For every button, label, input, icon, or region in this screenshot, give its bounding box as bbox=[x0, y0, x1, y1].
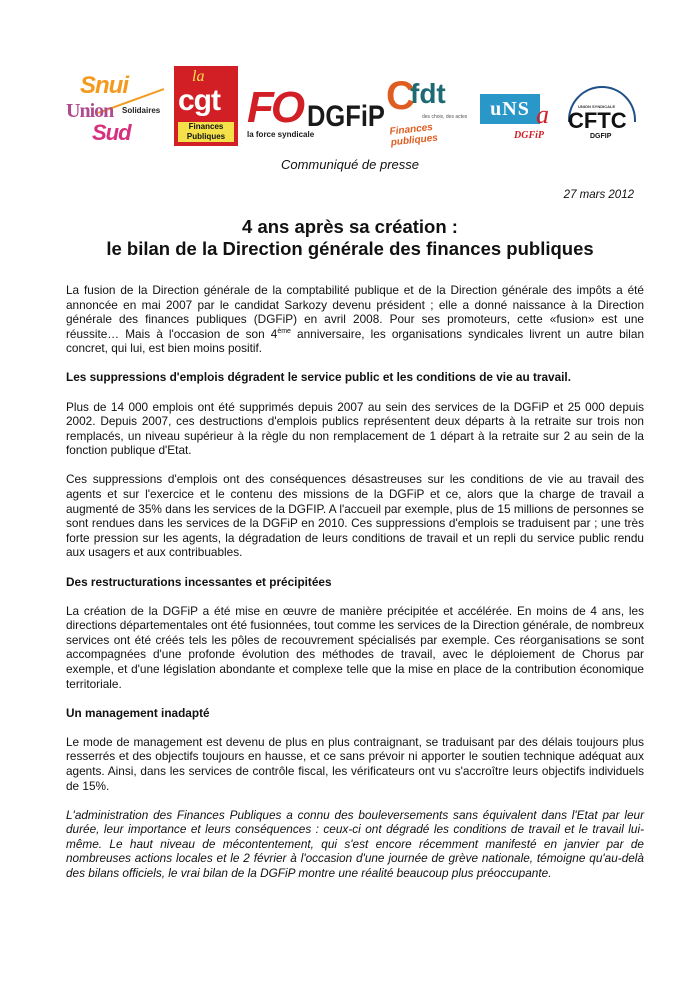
logo-text: CFTC bbox=[568, 108, 627, 133]
logo-text: C bbox=[386, 74, 415, 118]
document-body bbox=[66, 283, 644, 895]
paragraph: Plus de 14 000 emplois ont été supprimés depuis 2007 au sein des services de la DGFiP et 25 000 depuis 2002. Depuis 2007, ces destructions d'emplois publics représentent deux départs à la retraite sur trois non remplacés, un niveau supérieur à la règle du non remplacement de 1 départ à la retraite sur 2 au sein de la fonction publique d'Etat. bbox=[66, 399, 644, 458]
intro-text: La fusion de la Direction générale de la comptabilité publique et de la Direction générale des impôts a été annoncée en mai 2007 par le candidat Sarkozy devenu président ; elle a donné naissance à la Direction générale des finances publiques (DGFiP) en avril 2008. Pour ses promoteurs, cette «fusion» est une réussite… Mais à l'occasion de son 4 bbox=[66, 283, 644, 341]
title-line-1: 4 ans après sa création : bbox=[242, 216, 458, 237]
union-logos-row bbox=[64, 64, 644, 148]
logo-text: Publiques bbox=[186, 132, 226, 141]
intro-text: anniversaire, les organisations syndicales livrent un autre bilan concret, qui lui, est bien moins positif. bbox=[66, 326, 645, 356]
logo-text: Sud bbox=[92, 120, 131, 145]
snui-union-sud-logo bbox=[66, 70, 166, 148]
title-line-2: le bilan de la Direction générale des finances publiques bbox=[106, 238, 594, 259]
logo-text: DGFiP bbox=[307, 100, 385, 133]
section-heading: Des restructurations incessantes et précipitées bbox=[66, 574, 332, 589]
logo-text: cgt bbox=[178, 84, 220, 117]
logo-text: uNS bbox=[480, 94, 540, 124]
logo-text: FO bbox=[247, 83, 303, 132]
logo-text: Finances publiques bbox=[389, 122, 439, 149]
logo-text: fdt bbox=[410, 78, 446, 109]
intro-paragraph bbox=[66, 283, 644, 356]
paragraph: Ces suppressions d'emplois ont des conséquences désastreuses sur les conditions de vie au travail des agents et sur l'exercice et le contenu des missions de la DGFiP et ce, alors que la charge de travail a augmenté de 35% dans les services de la DGFIP. A l'accueil par exemple, plus de 15 millions de personnes se sont rendues dans les services de la DGFiP en 2010. Ces suppressions d'emplois se traduisent par ; une très forte pression sur les agents, la dégradation de leurs conditions de travail et un repli du service public rendu aux usagers et aux contribuables. bbox=[66, 472, 644, 560]
fo-dgfip-logo bbox=[247, 83, 385, 146]
paragraph: La création de la DGFiP a été mise en œuvre de manière précipitée et accélérée. En moins de 4 ans, les directions départementales ont été fusionnées, tout comme les services de la Direction générale, de nombreux services ont été créés tels les pôles de recouvrement spécialisés par exemple. Ces réorganisations se sont accompagnées d'une profonde évolution des méthodes de travail, avec le déploiement de Chorus par exemple, et d'une législation abondante et complexe telle que la mise en place de la contribution économique territoriale. bbox=[66, 603, 644, 691]
logo-text: DGFiP bbox=[514, 130, 544, 141]
paragraph: Le mode de management est devenu de plus en plus contraignant, se traduisant par des délais toujours plus resserrés et des objectifs toujours en hausse, et ce sans prévoir ni apporter le soutien technique adéquat aux agents. Ainsi, dans les services de contrôle fiscal, les vérificateurs ont vu s'accroître leurs objectifs individuels de 15%. bbox=[66, 734, 644, 793]
ordinal-superscript: ème bbox=[277, 327, 291, 335]
cftc-logo bbox=[564, 80, 644, 146]
logo-text: la force syndicale bbox=[247, 130, 315, 139]
logo-text: a bbox=[536, 100, 549, 129]
section-heading: Un management inadapté bbox=[66, 705, 210, 720]
logo-text: Union bbox=[66, 100, 114, 122]
conclusion-paragraph: L'administration des Finances Publiques a connu des bouleversements sans équivalent dans l'Etat par leur durée, leur importance et leurs conséquences : ceux-ci ont dégradé les conditions de travail et le travail lui-même. Le haut niveau de mécontentement, qui s'est encore récemment manifesté en janvier par de nombreuses actions locales et le 2 février à l'occasion d'une journée de grève nationale, témoigne qu'au-delà des bilans officiels, le vrai bilan de la DGFiP montre une réalité beaucoup plus préoccupante. bbox=[66, 807, 644, 880]
logo-text: Snui bbox=[80, 72, 128, 99]
document-type-label: Communiqué de presse bbox=[280, 157, 420, 172]
document-date: 27 mars 2012 bbox=[563, 189, 634, 201]
logo-text: UNION SYNDICALE bbox=[578, 104, 616, 109]
cgt-logo bbox=[174, 66, 238, 146]
logo-text: DGFIP bbox=[590, 133, 612, 140]
logo-text: Solidaires bbox=[122, 106, 161, 115]
logo-text: Finances bbox=[188, 122, 224, 131]
page-title bbox=[40, 216, 660, 260]
cfdt-logo bbox=[386, 74, 476, 149]
logo-text: des choix, des actes bbox=[422, 114, 468, 120]
section-heading: Les suppressions d'emplois dégradent le service public et les conditions de vie au travail. bbox=[66, 370, 571, 385]
logo-text: la bbox=[192, 68, 205, 85]
unsa-logo bbox=[480, 94, 554, 142]
logo-subtitle bbox=[178, 122, 234, 142]
